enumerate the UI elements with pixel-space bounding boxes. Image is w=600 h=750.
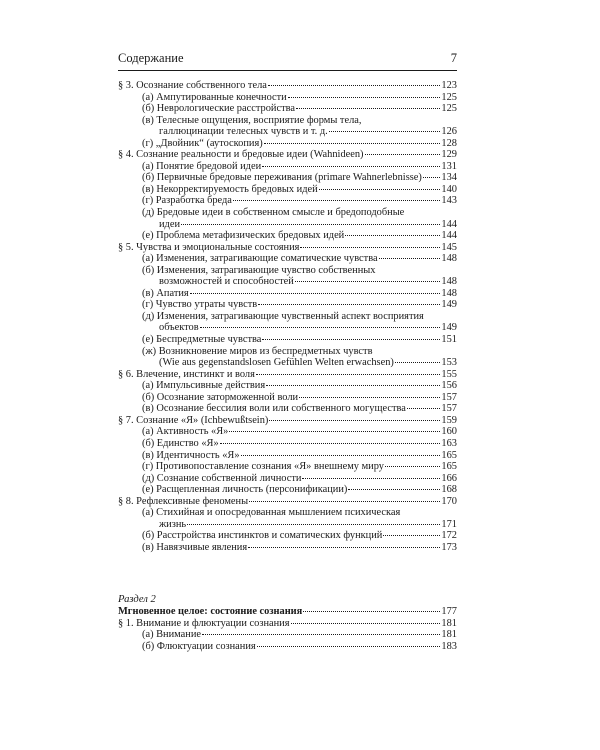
toc-entry-text: § 8. Рефлексивные феномены bbox=[118, 495, 249, 507]
section-heading: Раздел 2 bbox=[118, 594, 156, 605]
toc-page-number: 166 bbox=[441, 472, 457, 484]
toc-subentry bbox=[118, 253, 457, 265]
toc-page-number: 159 bbox=[441, 414, 457, 426]
dot-leader bbox=[187, 524, 440, 525]
toc-entry-text: (г) „Двойник“ (аутоскопия) bbox=[142, 137, 263, 149]
toc-entry-text: § 7. Сознание «Я» (Ichbewußtsein) bbox=[118, 414, 269, 426]
dot-leader bbox=[296, 108, 440, 109]
toc-page-number: 168 bbox=[441, 484, 457, 496]
toc-chapter-entry bbox=[118, 80, 457, 92]
toc-entry-text: (е) Расщепленная личность (персонификации) bbox=[142, 484, 348, 496]
dot-leader bbox=[365, 154, 441, 155]
dot-leader bbox=[257, 646, 441, 647]
toc-entry-text: § 4. Сознание реальности и бредовые идеи (Wahnideen) bbox=[118, 149, 364, 161]
dot-leader bbox=[269, 420, 440, 421]
toc-subentry bbox=[118, 172, 457, 184]
dot-leader bbox=[200, 327, 441, 328]
toc-entry-text: (б) Неврологические расстройства bbox=[142, 103, 295, 115]
toc-subentry bbox=[118, 380, 457, 392]
dot-leader bbox=[348, 489, 440, 490]
dot-leader bbox=[229, 431, 440, 432]
toc-entry-text: (а) Импульсивные действия bbox=[142, 380, 266, 392]
toc-entry-text: (б) Осознание заторможенной воли bbox=[142, 391, 299, 403]
toc-entry-text-continuation: возможностей и способностей bbox=[159, 276, 294, 288]
running-head bbox=[118, 49, 457, 67]
toc-chapter-entry bbox=[118, 415, 457, 427]
toc-entry-text: (г) Чувство утраты чувств bbox=[142, 299, 258, 311]
dot-leader bbox=[202, 634, 440, 635]
toc-page-number: 153 bbox=[441, 357, 457, 369]
dot-leader bbox=[233, 200, 440, 201]
toc-page-number: 177 bbox=[441, 606, 457, 617]
dot-leader bbox=[262, 339, 440, 340]
toc-entry-text: § 1. Внимание и флюктуации сознания bbox=[118, 617, 290, 629]
toc-entry-text: (а) Стихийная и опосредованная мышлением психическая bbox=[142, 507, 401, 519]
dot-leader bbox=[288, 97, 441, 98]
dot-leader bbox=[268, 85, 441, 86]
dot-leader bbox=[248, 547, 440, 548]
toc-entry-text: (а) Активность «Я» bbox=[142, 426, 229, 438]
toc-subentry bbox=[118, 161, 457, 173]
toc-page-number: 144 bbox=[441, 218, 457, 230]
toc-page-number: 123 bbox=[441, 80, 457, 91]
toc-chapter-entry bbox=[118, 149, 457, 161]
toc-page-number: 148 bbox=[441, 276, 457, 288]
toc-subentry bbox=[118, 473, 457, 485]
toc-subentry bbox=[118, 334, 457, 346]
toc-entry-text: (в) Некорректируемость бредовых идей bbox=[142, 183, 318, 195]
toc-entry-text: § 3. Осознание собственного тела bbox=[118, 80, 267, 91]
toc-subentry bbox=[118, 92, 457, 104]
toc-entry-text: (а) Внимание bbox=[142, 629, 202, 641]
toc-page-number: 183 bbox=[441, 640, 457, 652]
toc-subentry bbox=[118, 450, 457, 462]
toc-page-number: 157 bbox=[441, 391, 457, 403]
toc-entry-text: (в) Осознание бессилия воли или собственного могущества bbox=[142, 403, 406, 415]
toc-page-number: 165 bbox=[441, 461, 457, 473]
toc-entry-text: (б) Изменения, затрагивающие чувство собственных bbox=[142, 264, 376, 276]
toc-subentry bbox=[118, 530, 457, 542]
toc-page-number: 156 bbox=[441, 380, 457, 392]
dot-leader bbox=[302, 478, 440, 479]
dot-leader bbox=[395, 362, 441, 363]
toc-entry-text: (а) Понятие бредовой идеи bbox=[142, 160, 262, 172]
toc-subentry bbox=[118, 138, 457, 150]
dot-leader bbox=[319, 189, 441, 190]
toc-page-number: 181 bbox=[441, 617, 457, 629]
toc-entry-text: (ж) Возникновение миров из беспредметных чувств bbox=[142, 345, 373, 357]
page-number: 7 bbox=[450, 51, 457, 65]
dot-leader bbox=[249, 501, 440, 502]
toc-page-number: 148 bbox=[441, 253, 457, 265]
toc-entry-text-continuation: объектов bbox=[159, 322, 199, 334]
toc-entry-text: (б) Расстройства инстинктов и соматических функций bbox=[142, 530, 383, 542]
toc-entry-text: (в) Апатия bbox=[142, 287, 189, 299]
header-rule bbox=[118, 70, 457, 71]
toc-entry-text: § 5. Чувства и эмоциональные состояния bbox=[118, 241, 300, 253]
toc-page-number: 140 bbox=[441, 183, 457, 195]
toc-page-number: 126 bbox=[441, 126, 457, 138]
toc-page-number: 125 bbox=[441, 103, 457, 115]
toc-page-number: 171 bbox=[441, 518, 457, 530]
toc-subentry bbox=[118, 629, 457, 641]
dot-leader bbox=[345, 235, 440, 236]
toc-entry-text: (е) Беспредметные чувства bbox=[142, 334, 262, 346]
toc-entry-text: (б) Первичные бредовые переживания (primare Wahnerlebnisse) bbox=[142, 172, 422, 184]
dot-leader bbox=[190, 293, 441, 294]
toc-entry-text: (е) Проблема метафизических бредовых идей bbox=[142, 230, 345, 242]
toc-page-number: 143 bbox=[441, 195, 457, 207]
toc-entry-text-continuation: галлюцинации телесных чувств и т. д. bbox=[159, 126, 328, 138]
dot-leader bbox=[266, 385, 440, 386]
dot-leader bbox=[220, 443, 441, 444]
dot-leader bbox=[423, 177, 441, 178]
dot-leader bbox=[241, 455, 441, 456]
dot-leader bbox=[303, 611, 440, 612]
toc-page-number: 149 bbox=[441, 299, 457, 311]
toc-entry-text: (б) Единство «Я» bbox=[142, 437, 219, 449]
toc-subentry bbox=[118, 438, 457, 450]
toc-subentry bbox=[118, 311, 457, 334]
toc-entry-text-continuation: идеи bbox=[159, 218, 181, 230]
toc-page-number: 131 bbox=[441, 160, 457, 172]
dot-leader bbox=[295, 281, 441, 282]
toc-page-number: 144 bbox=[441, 230, 457, 242]
table-of-contents bbox=[118, 80, 457, 553]
dot-leader bbox=[291, 623, 441, 624]
running-head-title: Содержание bbox=[118, 51, 184, 65]
toc-subentry bbox=[118, 346, 457, 369]
toc-subentry bbox=[118, 230, 457, 242]
toc-subentry bbox=[118, 403, 457, 415]
toc-subentry bbox=[118, 299, 457, 311]
toc-page-number: 125 bbox=[441, 91, 457, 103]
toc-page-number: 151 bbox=[441, 334, 457, 346]
toc-subentry bbox=[118, 195, 457, 207]
dot-leader bbox=[299, 397, 440, 398]
toc-entry-text: (а) Изменения, затрагивающие соматические чувства bbox=[142, 253, 378, 265]
toc-chapter-entry bbox=[118, 618, 457, 630]
toc-entry-text: (д) Сознание собственной личности bbox=[142, 472, 302, 484]
toc-page-number: 129 bbox=[441, 149, 457, 161]
toc-entry-text: Мгновенное целое: состояние сознания bbox=[118, 606, 303, 617]
dot-leader bbox=[379, 258, 441, 259]
toc-page-number: 173 bbox=[441, 541, 457, 553]
dot-leader bbox=[407, 408, 441, 409]
toc-page-number: 170 bbox=[441, 495, 457, 507]
toc-entry-text: (а) Ампутированные конечности bbox=[142, 91, 287, 103]
toc-page-number: 134 bbox=[441, 172, 457, 184]
toc-entry-text: (б) Флюктуации сознания bbox=[142, 640, 256, 652]
dot-leader bbox=[258, 304, 440, 305]
toc-page-number: 148 bbox=[441, 287, 457, 299]
toc-entry-text: (д) Бредовые идеи в собственном смысле и бредоподобные bbox=[142, 207, 405, 219]
toc-page-number: 160 bbox=[441, 426, 457, 438]
dot-leader bbox=[329, 131, 441, 132]
toc-entry-text: (г) Противопоставление сознания «Я» внешнему миру bbox=[142, 461, 384, 473]
toc-page-number: 157 bbox=[441, 403, 457, 415]
toc-page-number: 181 bbox=[441, 629, 457, 641]
toc-chapter-entry bbox=[118, 606, 457, 618]
toc-page-number: 165 bbox=[441, 449, 457, 461]
toc-subentry bbox=[118, 507, 457, 530]
dot-leader bbox=[181, 224, 440, 225]
dot-leader bbox=[264, 143, 441, 144]
dot-leader bbox=[262, 166, 440, 167]
toc-entry-text: (в) Телесные ощущения, восприятие формы тела, bbox=[142, 114, 362, 126]
toc-entry-text: (г) Разработка бреда bbox=[142, 195, 232, 207]
toc-page-number: 145 bbox=[441, 241, 457, 253]
table-of-contents-section-2 bbox=[118, 594, 457, 652]
dot-leader bbox=[300, 247, 440, 248]
toc-page-number: 149 bbox=[441, 322, 457, 334]
toc-entry-text: (д) Изменения, затрагивающие чувственный аспект восприятия bbox=[142, 310, 424, 322]
toc-entry-text: (в) Навязчивые явления bbox=[142, 541, 248, 553]
toc-subentry bbox=[118, 641, 457, 653]
toc-subentry bbox=[118, 184, 457, 196]
dot-leader bbox=[385, 466, 440, 467]
toc-chapter-entry bbox=[118, 496, 457, 508]
toc-entry-text-continuation: (Wie aus gegenstandslosen Gefühlen Welten erwachsen) bbox=[159, 357, 394, 369]
toc-entry-text: (в) Идентичность «Я» bbox=[142, 449, 240, 461]
toc-page-number: 163 bbox=[441, 437, 457, 449]
toc-subentry bbox=[118, 484, 457, 496]
toc-chapter-entry bbox=[118, 242, 457, 254]
toc-page-number: 172 bbox=[441, 530, 457, 542]
toc-subentry bbox=[118, 265, 457, 288]
toc-page-number: 155 bbox=[441, 368, 457, 380]
dot-leader bbox=[383, 535, 440, 536]
toc-subentry bbox=[118, 115, 457, 138]
toc-subentry bbox=[118, 207, 457, 230]
toc-chapter-entry bbox=[118, 369, 457, 381]
toc-entry-text: § 6. Влечение, инстинкт и воля bbox=[118, 368, 255, 380]
toc-subentry bbox=[118, 542, 457, 554]
dot-leader bbox=[256, 374, 441, 375]
toc-subentry bbox=[118, 103, 457, 115]
toc-subentry bbox=[118, 461, 457, 473]
toc-entry-text-continuation: жизнь bbox=[159, 518, 187, 530]
toc-subentry bbox=[118, 392, 457, 404]
toc-subentry bbox=[118, 426, 457, 438]
toc-page-number: 128 bbox=[441, 137, 457, 149]
toc-subentry bbox=[118, 288, 457, 300]
